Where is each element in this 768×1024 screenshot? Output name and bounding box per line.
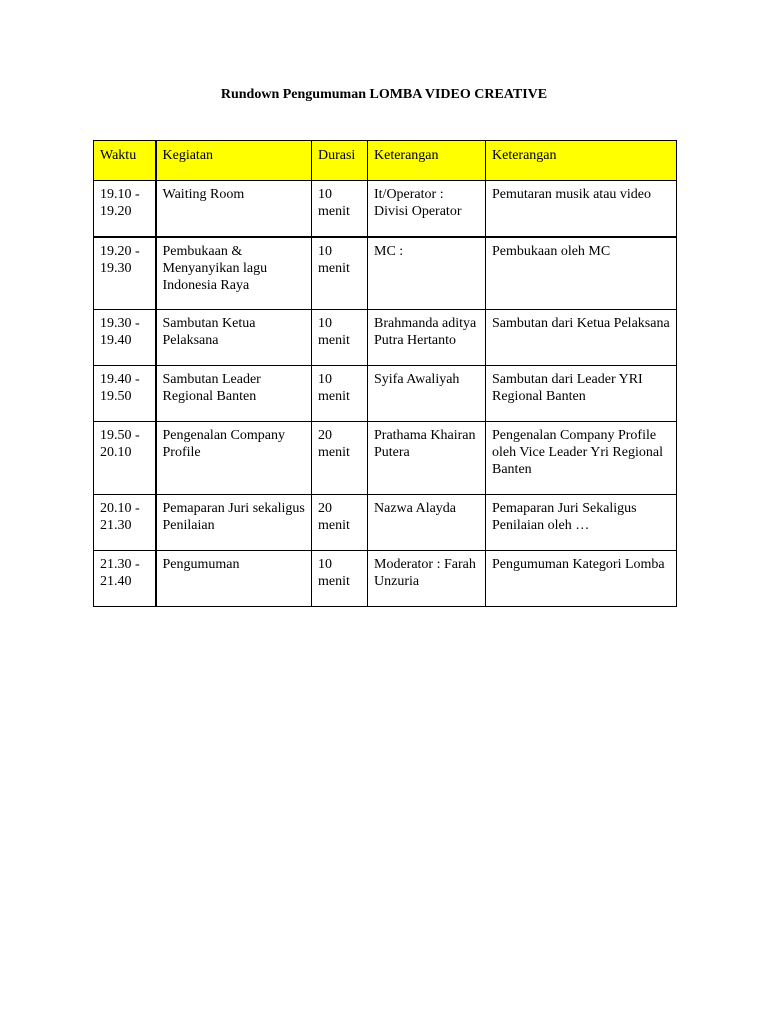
table-row [94, 551, 677, 607]
table-row [94, 310, 677, 366]
cell-kegiatan: Pengumuman [156, 551, 312, 607]
cell-waktu: 19.30 - 19.40 [94, 310, 156, 366]
cell-keterangan-2: Pemaparan Juri Sekaligus Penilaian oleh … [486, 495, 677, 551]
cell-keterangan-1: Moderator : Farah Unzuria [368, 551, 486, 607]
cell-waktu: 19.20 - 19.30 [94, 237, 156, 310]
header-durasi: Durasi [312, 141, 368, 181]
table-row [94, 422, 677, 495]
rundown-table [93, 140, 677, 607]
cell-waktu: 20.10 - 21.30 [94, 495, 156, 551]
table-header [94, 141, 677, 181]
cell-keterangan-1: It/Operator : Divisi Operator [368, 181, 486, 237]
cell-kegiatan: Pengenalan Company Profile [156, 422, 312, 495]
cell-durasi: 20 menit [312, 495, 368, 551]
header-kegiatan: Kegiatan [156, 141, 312, 181]
header-row [94, 141, 677, 181]
cell-kegiatan: Pemaparan Juri sekaligus Penilaian [156, 495, 312, 551]
header-keterangan-2: Keterangan [486, 141, 677, 181]
cell-keterangan-1: Nazwa Alayda [368, 495, 486, 551]
cell-waktu: 19.10 - 19.20 [94, 181, 156, 237]
document-title: Rundown Pengumuman LOMBA VIDEO CREATIVE [220, 87, 548, 102]
header-keterangan-1: Keterangan [368, 141, 486, 181]
cell-keterangan-1: MC : [368, 237, 486, 310]
table-row [94, 495, 677, 551]
cell-waktu: 19.40 - 19.50 [94, 366, 156, 422]
table-row [94, 237, 677, 310]
cell-keterangan-2: Pengenalan Company Profile oleh Vice Leader Yri Regional Banten [486, 422, 677, 495]
cell-durasi: 10 menit [312, 237, 368, 310]
cell-kegiatan: Sambutan Ketua Pelaksana [156, 310, 312, 366]
cell-waktu: 21.30 - 21.40 [94, 551, 156, 607]
cell-durasi: 10 menit [312, 366, 368, 422]
cell-keterangan-2: Sambutan dari Leader YRI Regional Banten [486, 366, 677, 422]
cell-waktu: 19.50 - 20.10 [94, 422, 156, 495]
table-body [94, 181, 677, 607]
cell-kegiatan: Pembukaan & Menyanyikan lagu Indonesia Raya [156, 237, 312, 310]
cell-keterangan-1: Prathama Khairan Putera [368, 422, 486, 495]
cell-durasi: 20 menit [312, 422, 368, 495]
cell-keterangan-2: Pengumuman Kategori Lomba [486, 551, 677, 607]
cell-keterangan-2: Pemutaran musik atau video [486, 181, 677, 237]
cell-keterangan-2: Pembukaan oleh MC [486, 237, 677, 310]
cell-kegiatan: Sambutan Leader Regional Banten [156, 366, 312, 422]
cell-keterangan-2: Sambutan dari Ketua Pelaksana [486, 310, 677, 366]
cell-durasi: 10 menit [312, 310, 368, 366]
cell-keterangan-1: Brahmanda aditya Putra Hertanto [368, 310, 486, 366]
cell-durasi: 10 menit [312, 181, 368, 237]
cell-keterangan-1: Syifa Awaliyah [368, 366, 486, 422]
table-row [94, 366, 677, 422]
table-row [94, 181, 677, 237]
cell-durasi: 10 menit [312, 551, 368, 607]
header-waktu: Waktu [94, 141, 156, 181]
cell-kegiatan: Waiting Room [156, 181, 312, 237]
